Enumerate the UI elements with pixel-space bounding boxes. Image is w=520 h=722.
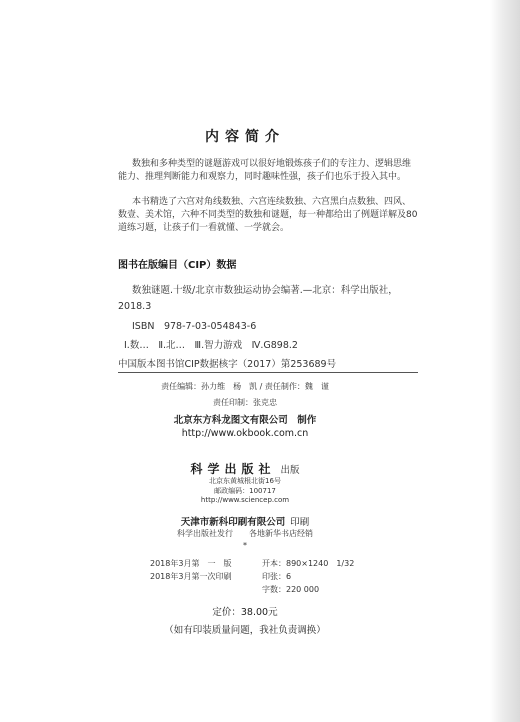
credits-editors: 责任编辑：孙力维 杨 凯 / 责任制作：魏 谨 (161, 382, 329, 391)
publisher-role: 出版 (280, 465, 300, 476)
price: 定价：38.00元 (212, 607, 278, 618)
cip-heading: 图书在版编目（CIP）数据 (118, 260, 237, 271)
spec-words: 字数：220 000 (262, 585, 320, 594)
publisher-name: 科学出版社 (190, 462, 276, 476)
separator-star: * (243, 541, 247, 550)
specs-row-1 (150, 558, 354, 569)
printer-role: 印刷 (290, 517, 310, 528)
intro-paragraph-1: 数独和多种类型的谜题游戏可以很好地锻炼孩子们的专注力、逻辑思维能力、推理判断能力和观察力，同时趣味性强，孩子们也乐于投入其中。 (118, 159, 412, 182)
publisher-url: http://www.sciencep.com (200, 496, 290, 504)
page-edge-shadow (490, 0, 520, 722)
cip-classification: Ⅰ.数… Ⅱ.北… Ⅲ.智力游戏 Ⅳ.G898.2 (124, 340, 298, 351)
spec-format: 开本：890×1240 1/32 (262, 559, 355, 568)
spec-edition: 2018年3月第 一 版 (150, 559, 232, 568)
cip-rule (118, 372, 418, 373)
specs-row-2 (150, 571, 291, 582)
cip-book-line: 数独谜题.十级/北京市数独运动协会编著.—北京：科学出版社，2018.3 (118, 285, 398, 312)
credits-producer-url: http://www.okbook.com.cn (181, 428, 309, 439)
printer-line (0, 510, 490, 529)
intro-title: 内容简介 (205, 129, 285, 145)
intro-paragraph-2: 本书精选了六宫对角线数独、六宫连续数独、六宫黑白点数独、四风、数壹、美术馆，六种不同类型的数独和谜题，每一种都给出了例题详解及80道练习题，让孩子们一看就懂、一学就会。 (118, 197, 418, 233)
credits-printing: 责任印制：张克忠 (213, 398, 277, 407)
publisher-postcode: 邮政编码：100717 (214, 487, 276, 495)
cip-isbn: ISBN 978-7-03-054843-6 (132, 321, 257, 332)
printer-name: 天津市新科印刷有限公司 (180, 517, 286, 528)
credits-producer: 北京东方科龙图文有限公司 制作 (173, 415, 317, 426)
cip-number: 中国版本图书馆CIP数据核字（2017）第253689号 (118, 359, 337, 370)
spec-printing: 2018年3月第一次印刷 (150, 572, 232, 581)
publisher-line (0, 458, 490, 477)
distribution: 科学出版社发行 各地新华书店经销 (177, 529, 313, 538)
price-note: （如有印装质量问题，我社负责调换） (164, 625, 326, 636)
spec-sheets: 印张：6 (262, 572, 292, 581)
publisher-address: 北京东黄城根北街16号 (209, 477, 281, 485)
